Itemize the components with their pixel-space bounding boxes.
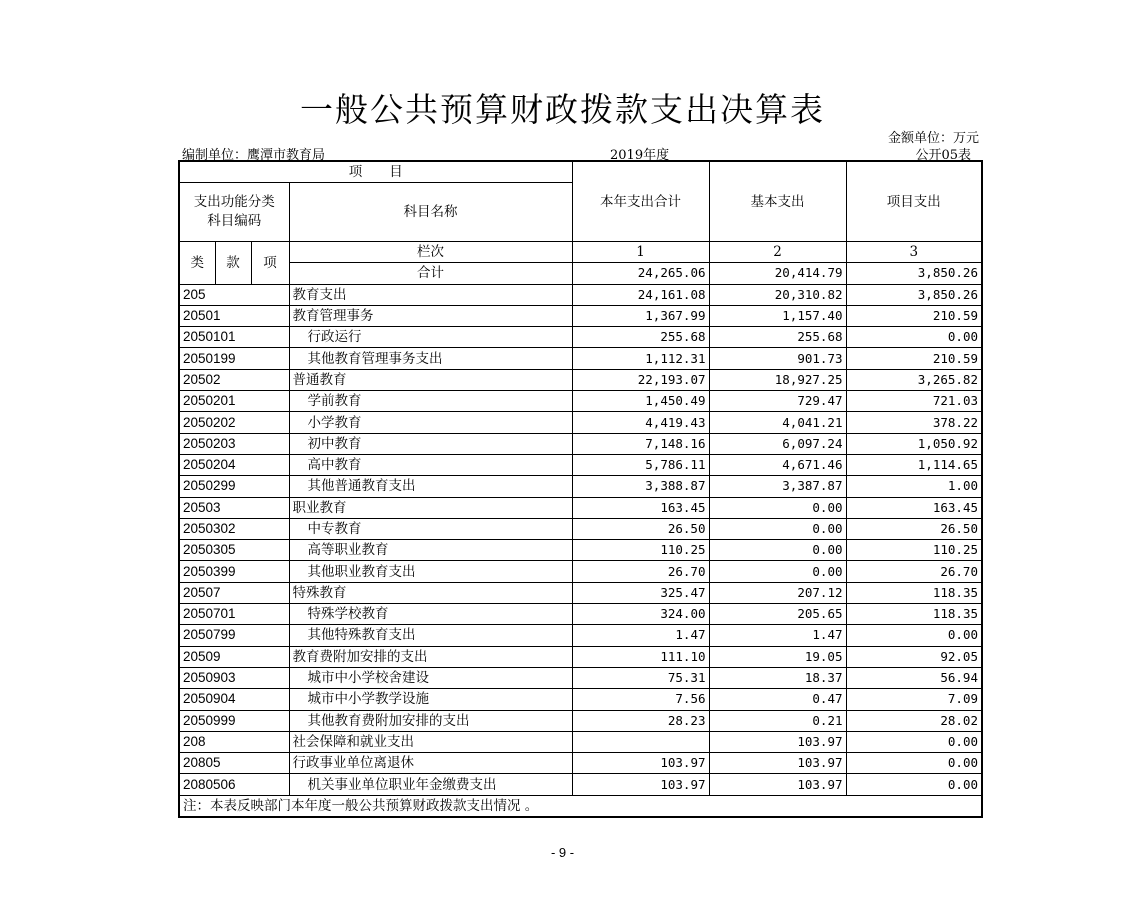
table-row (179, 327, 982, 348)
row-subject-name: 教育费附加安排的支出 (289, 646, 572, 667)
row-basic: 103.97 (709, 731, 846, 752)
row-project: 3,850.26 (846, 284, 982, 305)
row-basic: 18,927.25 (709, 369, 846, 390)
row-basic: 255.68 (709, 327, 846, 348)
row-total: 325.47 (572, 582, 709, 603)
row-basic: 103.97 (709, 753, 846, 774)
header-func-code-line2: 科目编码 (207, 213, 262, 229)
row-subject-name: 教育支出 (289, 284, 572, 305)
page-title: 一般公共预算财政拨款支出决算表 (300, 90, 825, 129)
row-total: 22,193.07 (572, 369, 709, 390)
row-code: 2050799 (179, 625, 289, 646)
row-total: 1,112.31 (572, 348, 709, 369)
row-total: 28.23 (572, 710, 709, 731)
row-basic: 18.37 (709, 667, 846, 688)
page-number: - 9 - (550, 845, 575, 860)
row-subject-name: 高等职业教育 (289, 540, 572, 561)
sum-basic: 20,414.79 (709, 263, 846, 284)
table-row (179, 412, 982, 433)
row-basic: 103.97 (709, 774, 846, 795)
table-row (179, 433, 982, 454)
sum-total: 24,265.06 (572, 263, 709, 284)
row-project: 110.25 (846, 540, 982, 561)
header-col-3: 3 (846, 242, 982, 263)
row-project: 0.00 (846, 327, 982, 348)
header-xiang: 项 (251, 242, 289, 285)
row-project: 1.00 (846, 476, 982, 497)
row-subject-name: 普通教育 (289, 369, 572, 390)
row-total: 110.25 (572, 540, 709, 561)
table-row (179, 731, 982, 752)
header-project: 项目支出 (846, 161, 982, 242)
row-total: 26.50 (572, 518, 709, 539)
row-subject-name: 特殊学校教育 (289, 604, 572, 625)
row-code: 205 (179, 284, 289, 305)
row-total: 111.10 (572, 646, 709, 667)
row-basic: 4,671.46 (709, 454, 846, 475)
row-subject-name: 其他特殊教育支出 (289, 625, 572, 646)
row-basic: 0.00 (709, 561, 846, 582)
table-row (179, 604, 982, 625)
table-row (179, 540, 982, 561)
row-project: 26.50 (846, 518, 982, 539)
row-total: 24,161.08 (572, 284, 709, 305)
row-code: 2050302 (179, 518, 289, 539)
row-basic: 0.21 (709, 710, 846, 731)
table-row (179, 774, 982, 795)
sum-label: 合计 (289, 263, 572, 284)
row-basic: 3,387.87 (709, 476, 846, 497)
table-row (179, 454, 982, 475)
row-subject-name: 机关事业单位职业年金缴费支出 (289, 774, 572, 795)
row-project: 92.05 (846, 646, 982, 667)
table-row (179, 369, 982, 390)
row-subject-name: 社会保障和就业支出 (289, 731, 572, 752)
fiscal-year: 2019年度 (610, 148, 670, 163)
row-code: 2050701 (179, 604, 289, 625)
row-basic: 1.47 (709, 625, 846, 646)
row-project: 56.94 (846, 667, 982, 688)
row-project: 721.03 (846, 391, 982, 412)
row-basic: 205.65 (709, 604, 846, 625)
row-code: 2080506 (179, 774, 289, 795)
table-row (179, 305, 982, 326)
row-project: 0.00 (846, 731, 982, 752)
row-code: 20501 (179, 305, 289, 326)
header-lanci: 栏次 (289, 242, 572, 263)
row-subject-name: 其他教育管理事务支出 (289, 348, 572, 369)
row-basic: 19.05 (709, 646, 846, 667)
row-code: 2050999 (179, 710, 289, 731)
row-basic: 207.12 (709, 582, 846, 603)
row-code: 2050399 (179, 561, 289, 582)
row-total: 1.47 (572, 625, 709, 646)
row-total: 3,388.87 (572, 476, 709, 497)
table-row (179, 476, 982, 497)
table-row (179, 561, 982, 582)
row-total: 7.56 (572, 689, 709, 710)
row-project: 210.59 (846, 348, 982, 369)
row-total: 1,367.99 (572, 305, 709, 326)
table-row (179, 518, 982, 539)
header-item: 项 目 (179, 161, 572, 183)
row-code: 20509 (179, 646, 289, 667)
row-subject-name: 其他教育费附加安排的支出 (289, 710, 572, 731)
row-basic: 0.47 (709, 689, 846, 710)
row-code: 2050202 (179, 412, 289, 433)
row-subject-name: 特殊教育 (289, 582, 572, 603)
amount-unit: 金额单位：万元 (887, 131, 979, 146)
row-basic: 1,157.40 (709, 305, 846, 326)
row-total: 103.97 (572, 774, 709, 795)
row-total: 163.45 (572, 497, 709, 518)
row-total: 324.00 (572, 604, 709, 625)
row-project: 1,050.92 (846, 433, 982, 454)
header-total: 本年支出合计 (572, 161, 709, 242)
row-total (572, 731, 709, 752)
table-row (179, 582, 982, 603)
row-total: 5,786.11 (572, 454, 709, 475)
row-code: 2050201 (179, 391, 289, 412)
table-row (179, 625, 982, 646)
row-basic: 0.00 (709, 540, 846, 561)
row-code: 2050305 (179, 540, 289, 561)
row-total: 103.97 (572, 753, 709, 774)
row-subject-name: 中专教育 (289, 518, 572, 539)
header-kuan: 款 (215, 242, 251, 285)
table-note: 注：本表反映部门本年度一般公共预算财政拨款支出情况 。 (179, 795, 982, 817)
row-project: 210.59 (846, 305, 982, 326)
header-lei: 类 (179, 242, 215, 285)
row-code: 20502 (179, 369, 289, 390)
table-row (179, 667, 982, 688)
header-col-2: 2 (709, 242, 846, 263)
row-project: 0.00 (846, 625, 982, 646)
sum-project: 3,850.26 (846, 263, 982, 284)
row-subject-name: 其他普通教育支出 (289, 476, 572, 497)
header-func-code-line1: 支出功能分类 (193, 194, 275, 210)
row-code: 2050903 (179, 667, 289, 688)
table-row (179, 753, 982, 774)
table-row (179, 710, 982, 731)
row-project: 7.09 (846, 689, 982, 710)
row-project: 1,114.65 (846, 454, 982, 475)
row-project: 118.35 (846, 582, 982, 603)
row-total: 4,419.43 (572, 412, 709, 433)
row-total: 1,450.49 (572, 391, 709, 412)
row-project: 3,265.82 (846, 369, 982, 390)
row-basic: 901.73 (709, 348, 846, 369)
table-row (179, 497, 982, 518)
header-func-code (179, 183, 289, 242)
row-code: 2050904 (179, 689, 289, 710)
row-subject-name: 小学教育 (289, 412, 572, 433)
expenditure-table (178, 160, 983, 818)
table-row (179, 391, 982, 412)
row-subject-name: 其他职业教育支出 (289, 561, 572, 582)
row-project: 163.45 (846, 497, 982, 518)
row-total: 26.70 (572, 561, 709, 582)
row-code: 20805 (179, 753, 289, 774)
row-subject-name: 行政运行 (289, 327, 572, 348)
reporting-unit: 编制单位：鹰潭市教育局 (182, 148, 326, 163)
row-code: 2050101 (179, 327, 289, 348)
row-basic: 0.00 (709, 518, 846, 539)
table-row (179, 284, 982, 305)
row-code: 2050203 (179, 433, 289, 454)
header-subject-name: 科目名称 (289, 183, 572, 242)
row-code: 2050204 (179, 454, 289, 475)
row-code: 20503 (179, 497, 289, 518)
row-project: 26.70 (846, 561, 982, 582)
row-basic: 20,310.82 (709, 284, 846, 305)
row-basic: 4,041.21 (709, 412, 846, 433)
row-subject-name: 城市中小学教学设施 (289, 689, 572, 710)
row-subject-name: 行政事业单位离退休 (289, 753, 572, 774)
row-subject-name: 高中教育 (289, 454, 572, 475)
row-basic: 6,097.24 (709, 433, 846, 454)
header-col-1: 1 (572, 242, 709, 263)
table-row (179, 646, 982, 667)
header-basic: 基本支出 (709, 161, 846, 242)
row-code: 208 (179, 731, 289, 752)
row-total: 255.68 (572, 327, 709, 348)
row-total: 75.31 (572, 667, 709, 688)
row-subject-name: 教育管理事务 (289, 305, 572, 326)
row-basic: 0.00 (709, 497, 846, 518)
row-subject-name: 学前教育 (289, 391, 572, 412)
row-total: 7,148.16 (572, 433, 709, 454)
row-project: 28.02 (846, 710, 982, 731)
form-number: 公开05表 (915, 148, 971, 163)
row-project: 378.22 (846, 412, 982, 433)
table-row (179, 348, 982, 369)
row-project: 0.00 (846, 753, 982, 774)
row-code: 2050199 (179, 348, 289, 369)
row-basic: 729.47 (709, 391, 846, 412)
table-row (179, 689, 982, 710)
row-code: 20507 (179, 582, 289, 603)
row-project: 0.00 (846, 774, 982, 795)
row-subject-name: 初中教育 (289, 433, 572, 454)
row-subject-name: 职业教育 (289, 497, 572, 518)
row-code: 2050299 (179, 476, 289, 497)
row-project: 118.35 (846, 604, 982, 625)
row-subject-name: 城市中小学校舍建设 (289, 667, 572, 688)
